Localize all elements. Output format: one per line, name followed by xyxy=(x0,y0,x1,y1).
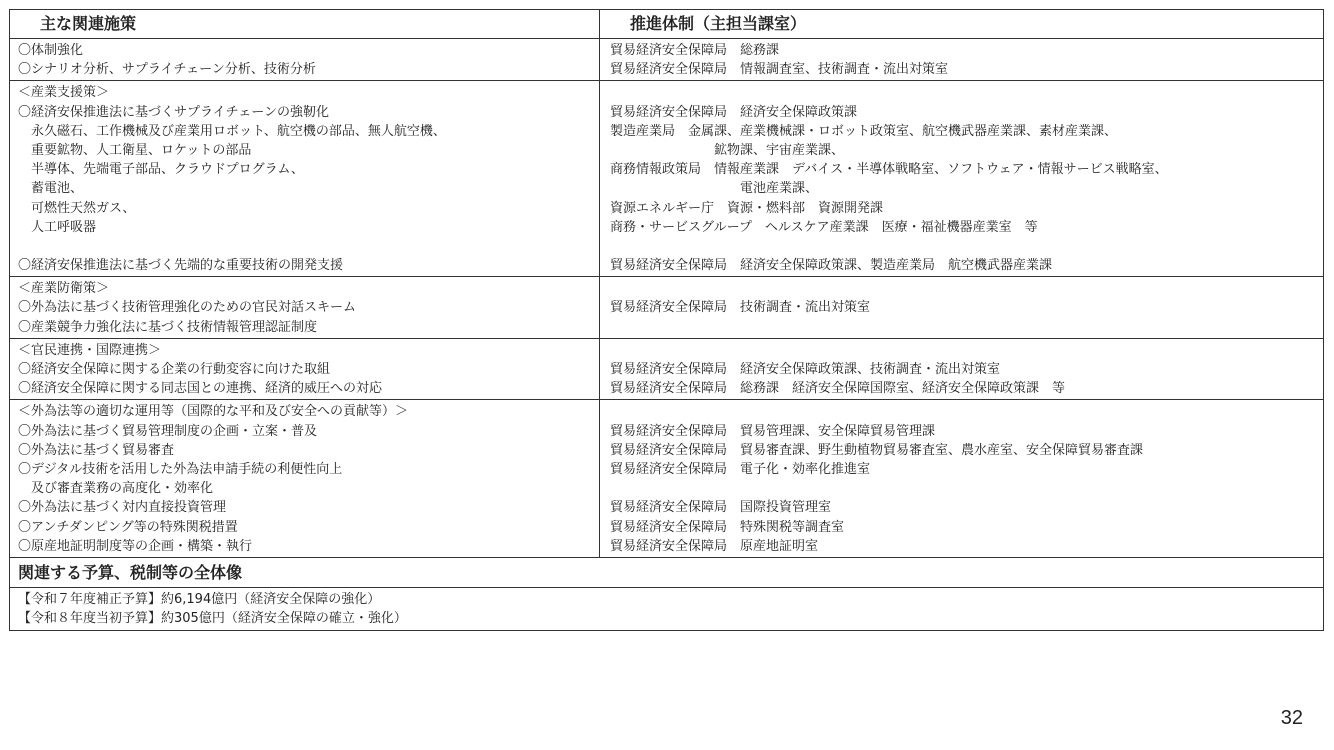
policy-line xyxy=(18,237,599,256)
office-line: 貿易経済安全保障局 電子化・効率化推進室 xyxy=(610,461,871,477)
office-line: 商務情報政策局 情報産業課 デバイス・半導体戦略室、ソフトウェア・情報サービス戦略室、 xyxy=(610,162,1168,178)
policy-line: 可燃性天然ガス、 xyxy=(18,200,136,216)
table-row xyxy=(10,400,1323,558)
policy-line: 〇外為法に基づく対内直接投資管理 xyxy=(18,500,227,516)
office-line xyxy=(610,479,1323,498)
office-line: 貿易経済安全保障局 技術調査・流出対策室 xyxy=(610,300,871,316)
office-line: 貿易経済安全保障局 総務課 経済安全保障国際室、経済安全保障政策課 等 xyxy=(610,381,1066,397)
policy-table xyxy=(9,9,1324,631)
policy-line: 人工呼吸器 xyxy=(18,219,97,235)
summary-line: 【令和７年度補正予算】約6,194億円（経済安全保障の強化） xyxy=(18,591,381,607)
office-line: 貿易経済安全保障局 情報調査室、技術調査・流出対策室 xyxy=(610,62,949,78)
office-line: 製造産業局 金属課、産業機械課・ロボット政策室、航空機武器産業課、素材産業課、 xyxy=(610,123,1118,139)
policy-line: 〇デジタル技術を活用した外為法申請手続の利便性向上 xyxy=(18,461,343,477)
policy-line: 〇産業競争力強化法に基づく技術情報管理認証制度 xyxy=(18,319,318,335)
office-line: 貿易経済安全保障局 貿易管理課、安全保障貿易管理課 xyxy=(610,423,936,439)
page-number: 32 xyxy=(1280,707,1303,729)
policy-line: ＜産業防衛策＞ xyxy=(18,281,110,297)
office-line xyxy=(610,402,1323,421)
table-header-row xyxy=(10,10,1323,39)
policy-line: ＜外為法等の適切な運用等（国際的な平和及び安全への貢献等）＞ xyxy=(18,404,409,420)
policy-line: ＜産業支援策＞ xyxy=(18,85,110,101)
office-line: 電池産業課、 xyxy=(610,181,819,197)
table-row xyxy=(10,39,1323,81)
policy-line: 〇経済安全保障に関する同志国との連携、経済的威圧への対応 xyxy=(18,381,383,397)
office-line: 貿易経済安全保障局 国際投資管理室 xyxy=(610,500,832,516)
office-cell xyxy=(600,81,1323,276)
policy-line: 〇経済安保推進法に基づく先端的な重要技術の開発支援 xyxy=(18,258,344,274)
header-responsible-offices: 推進体制（主担当課室） xyxy=(630,14,807,33)
policy-line: 重要鉱物、人工衛星、ロケットの部品 xyxy=(18,142,252,158)
summary-section xyxy=(10,558,1323,630)
header-main-policies: 主な関連施策 xyxy=(10,10,600,38)
policy-line: 〇経済安保推進法に基づくサプライチェーンの強靭化 xyxy=(18,104,329,120)
policy-line: 及び審査業務の高度化・効率化 xyxy=(18,481,214,497)
office-line: 商務・サービスグループ ヘルスケア産業課 医療・福祉機器産業室 等 xyxy=(610,219,1038,235)
policy-line: 蓄電池、 xyxy=(18,181,84,197)
policy-cell xyxy=(10,277,600,338)
policy-cell xyxy=(10,81,600,276)
office-cell xyxy=(600,339,1323,400)
policy-cell xyxy=(10,339,600,400)
table-body xyxy=(10,39,1323,558)
office-line: 貿易経済安全保障局 特殊関税等調査室 xyxy=(610,519,845,535)
office-line: 貿易経済安全保障局 経済安全保障政策課 xyxy=(610,104,858,120)
office-cell xyxy=(600,39,1323,80)
summary-line: 【令和８年度当初予算】約305億円（経済安全保障の確立・強化） xyxy=(18,611,407,627)
policy-cell xyxy=(10,400,600,557)
office-line xyxy=(610,83,1323,102)
office-line: 貿易経済安全保障局 原産地証明室 xyxy=(610,538,819,554)
office-line xyxy=(610,341,1323,360)
policy-line: 〇アンチダンピング等の特殊関税措置 xyxy=(18,519,238,535)
office-cell xyxy=(600,277,1323,338)
policy-line: 〇外為法に基づく技術管理強化のための官民対話スキーム xyxy=(18,300,357,316)
office-line xyxy=(610,318,1323,337)
table-row xyxy=(10,277,1323,339)
policy-line: ＜官民連携・国際連携＞ xyxy=(18,342,162,358)
office-cell xyxy=(600,400,1323,557)
table-row xyxy=(10,81,1323,277)
policy-line: 〇外為法に基づく貿易管理制度の企画・立案・普及 xyxy=(18,423,318,439)
policy-line: 〇原産地証明制度等の企画・構築・執行 xyxy=(18,538,253,554)
policy-line: 〇体制強化 xyxy=(18,43,84,58)
summary-title: 関連する予算、税制等の全体像 xyxy=(10,558,1323,588)
office-line: 貿易経済安全保障局 貿易審査課、野生動植物貿易審査室、農水産室、安全保障貿易審査課 xyxy=(610,442,1144,458)
office-line: 貿易経済安全保障局 経済安全保障政策課、製造産業局 航空機武器産業課 xyxy=(610,258,1053,274)
policy-line: 永久磁石、工作機械及び産業用ロボット、航空機の部品、無人航空機、 xyxy=(18,123,446,139)
summary-body xyxy=(10,588,1323,630)
office-line: 資源エネルギー庁 資源・燃料部 資源開発課 xyxy=(610,200,884,216)
policy-line: 〇外為法に基づく貿易審査 xyxy=(18,442,175,458)
office-line xyxy=(610,279,1323,298)
office-line xyxy=(610,237,1323,256)
office-line: 貿易経済安全保障局 総務課 xyxy=(610,43,780,58)
office-line: 鉱物課、宇宙産業課、 xyxy=(610,142,845,158)
office-line: 貿易経済安全保障局 経済安全保障政策課、技術調査・流出対策室 xyxy=(610,362,1001,377)
table-row xyxy=(10,339,1323,401)
policy-line: 半導体、先端電子部品、クラウドプログラム、 xyxy=(18,162,304,178)
policy-line: 〇経済安全保障に関する企業の行動変容に向けた取組 xyxy=(18,362,331,377)
policy-cell xyxy=(10,39,600,80)
policy-line: 〇シナリオ分析、サプライチェーン分析、技術分析 xyxy=(18,62,316,78)
